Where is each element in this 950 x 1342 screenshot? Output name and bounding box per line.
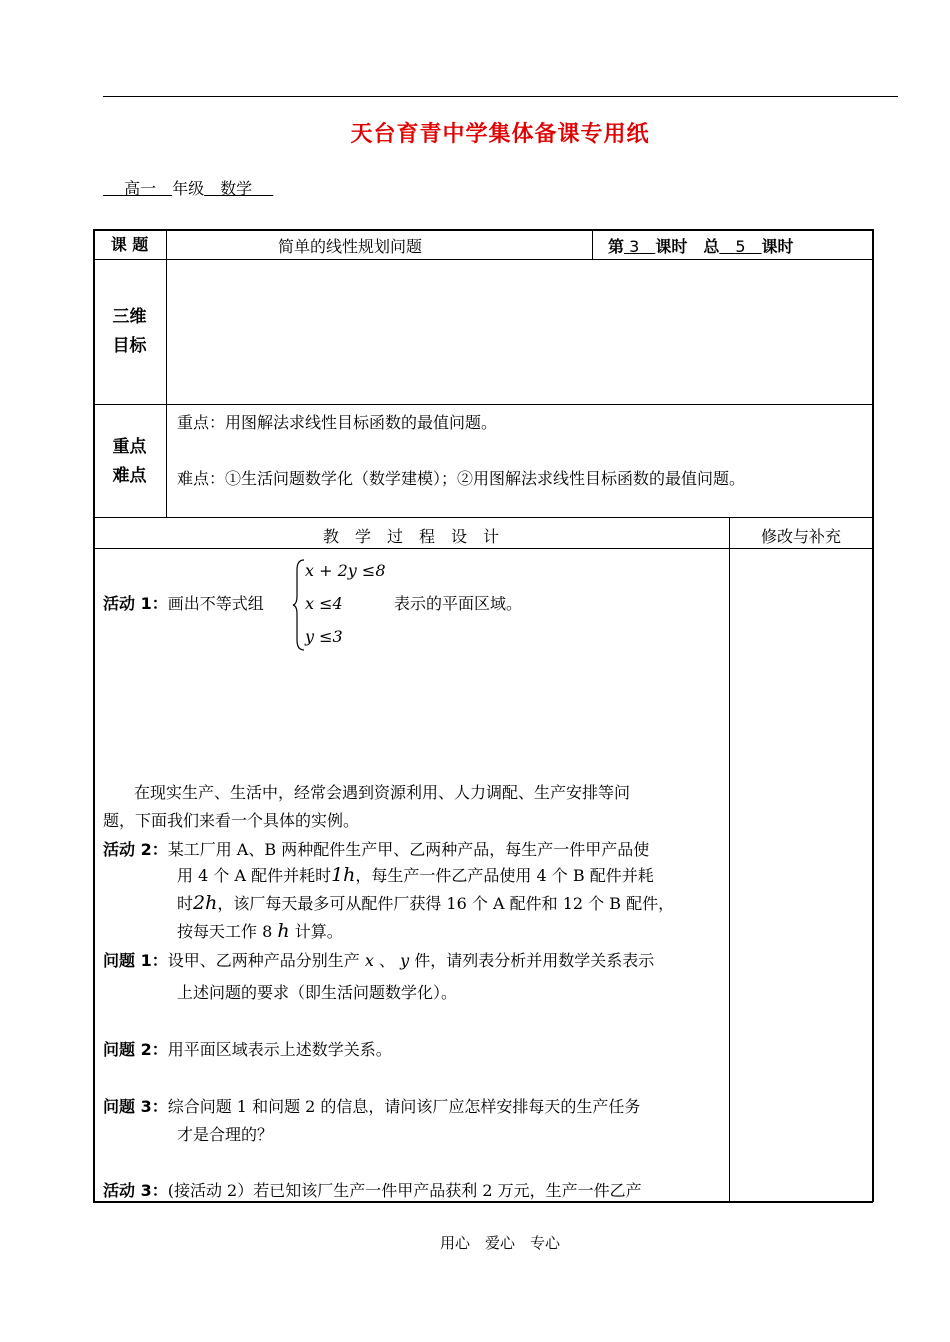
page-title: 天台育青中学集体备课专用纸 [350,121,650,147]
question-2: 问题 2：用平面区域表示上述数学关系。 [103,1040,392,1059]
inequality-2: x ≤4 [305,594,343,613]
topic-value: 简单的线性规划问题 [278,237,423,256]
activity-2-line-4: 按每天工作 8 h 计算。 [177,920,343,942]
question-3-line-2: 才是合理的？ [177,1125,274,1144]
difficult-point: 难点：①生活问题数学化（数学建模）；②用图解法求线性目标函数的最值问题。 [177,469,746,488]
inequality-3: y ≤3 [305,627,343,646]
key-label-1: 重点 [112,437,147,457]
activity-1: 活动 1：画出不等式组 [103,594,264,613]
key-point: 重点：用图解法求线性目标函数的最值问题。 [177,413,498,432]
grade-subject-line [103,176,273,199]
goals-label-1: 三维 [112,307,147,327]
activity-2: 活动 2：某工厂用 A、B 两种配件生产甲、乙两种产品，每生产一件甲产品使 [103,840,650,859]
activity-2-line-2: 用 4 个 A 配件并耗时1h，每生产一件乙产品使用 4 个 B 配件并耗 [177,864,654,886]
notes-header: 修改与补充 [760,527,841,546]
key-label-2: 难点 [112,466,147,486]
activity-1-tail: 表示的平面区域。 [394,594,523,613]
intro-line-1: 在现实生产、生活中，经常会遇到资源利用、人力调配、生产安排等问 [134,783,631,802]
subject: 数学 [220,179,253,198]
intro-line-2: 题，下面我们来看一个具体的实例。 [103,811,360,830]
question-3: 问题 3：综合问题 1 和问题 2 的信息，请问该厂应怎样安排每天的生产任务 [103,1097,641,1116]
grade-suffix: 年级 [172,179,205,198]
grade: 高一 [124,179,157,198]
question-1-line-2: 上述问题的要求（即生活问题数学化）。 [177,983,458,1002]
activity-3: 活动 3：(接活动 2）若已知该厂生产一件甲产品获利 2 万元，生产一件乙产 [103,1181,642,1200]
top-rule [103,96,898,97]
lesson-count: 第 3 课时 总 5 课时 [608,237,794,256]
inequality-1: x + 2y ≤8 [305,561,386,580]
question-1: 问题 1：设甲、乙两种产品分别生产 x 、 y 件，请列表分析并用数学关系表示 [103,951,655,970]
activity-2-line-3: 时2h，该厂每天最多可从配件厂获得 16 个 A 配件和 12 个 B 配件， [177,892,675,914]
process-header: 教 学 过 程 设 计 [322,527,499,546]
goals-label-2: 目标 [112,336,147,356]
brace [292,558,306,652]
footer: 用心 爱心 专心 [439,1234,560,1252]
topic-label: 课 题 [110,235,149,254]
